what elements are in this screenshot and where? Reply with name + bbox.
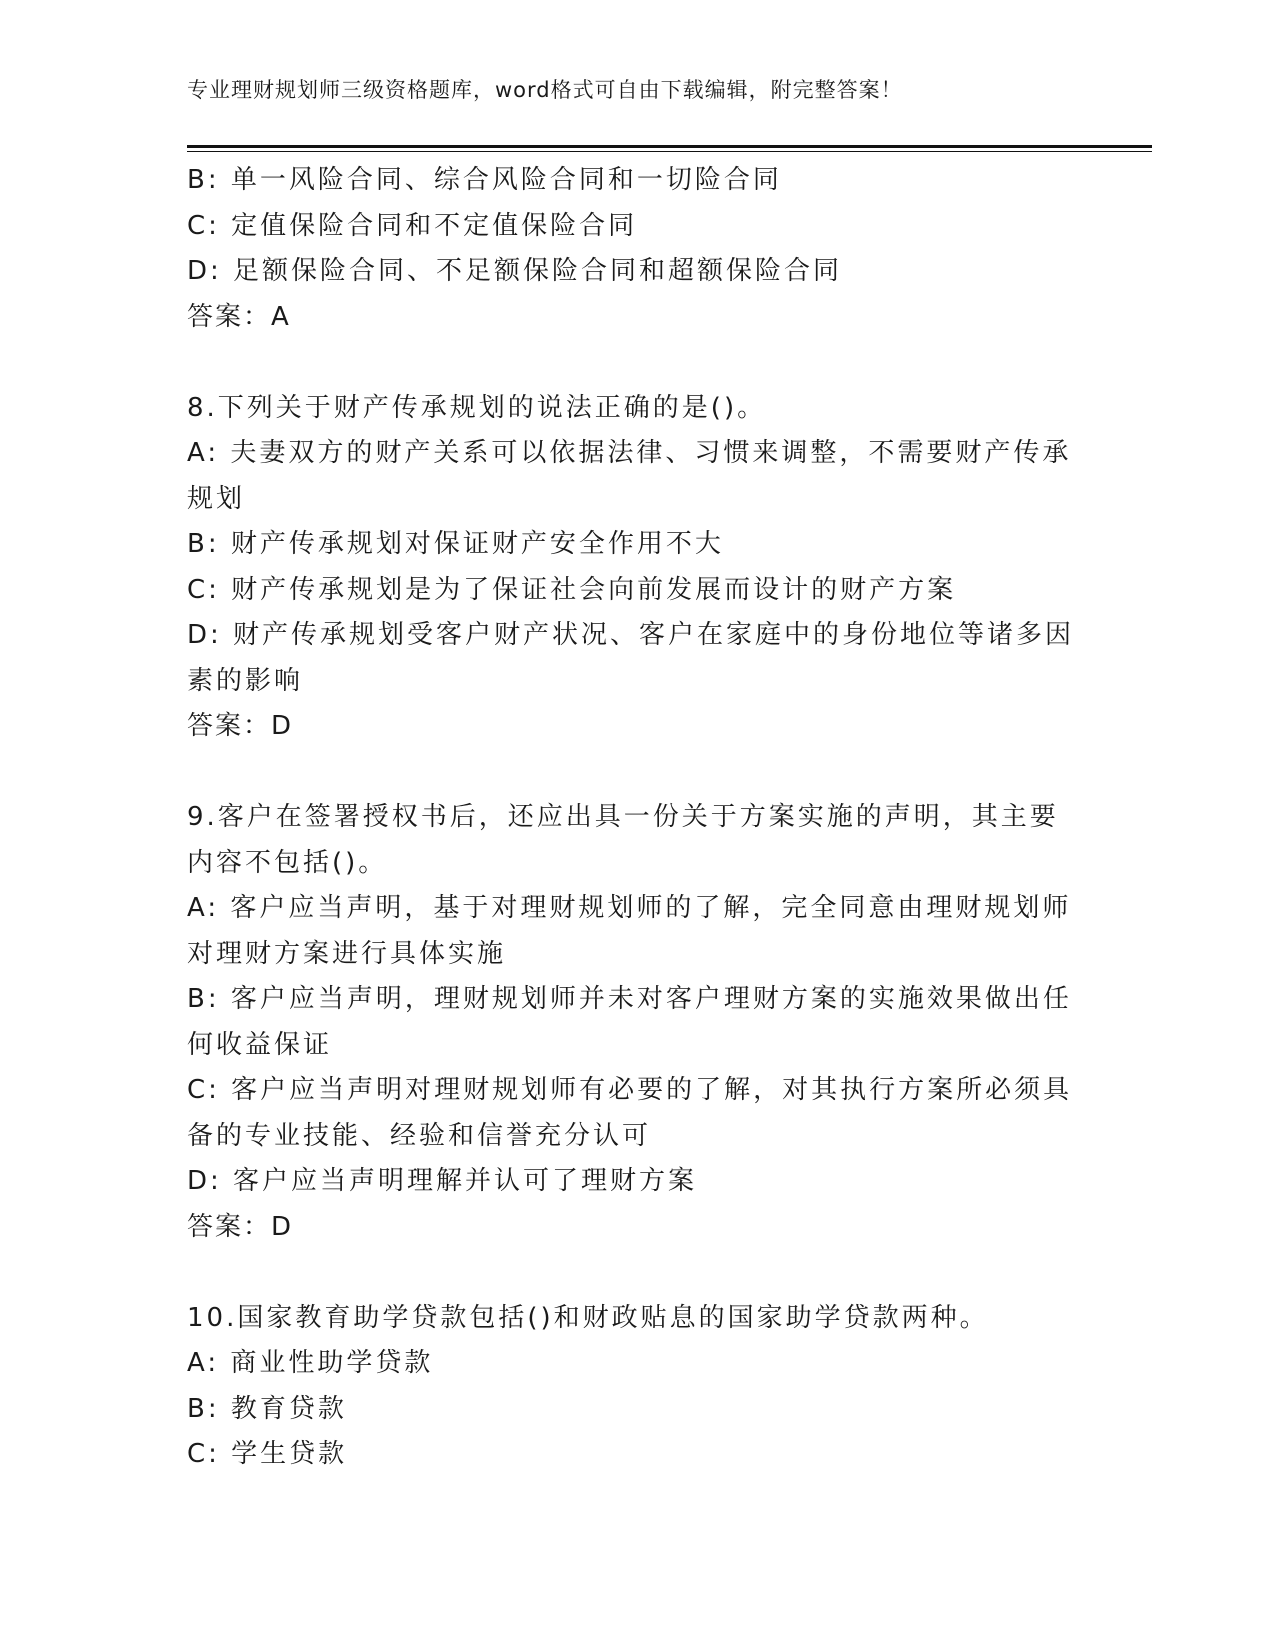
option-line: 规划 bbox=[187, 483, 246, 514]
option-line: 何收益保证 bbox=[187, 1029, 333, 1060]
option-line: C: 学生贷款 bbox=[187, 1439, 348, 1469]
header-rule-thick bbox=[187, 145, 1152, 148]
option-line: C: 客户应当声明对理财规划师有必要的了解，对其执行方案所必须具 bbox=[187, 1075, 1073, 1105]
option-line: A: 客户应当声明，基于对理财规划师的了解，完全同意由理财规划师 bbox=[187, 893, 1072, 923]
option-line: C: 定值保险合同和不定值保险合同 bbox=[187, 210, 638, 241]
option-line: A: 商业性助学贷款 bbox=[187, 1348, 434, 1378]
option-line: 素的影响 bbox=[187, 665, 304, 696]
spacer bbox=[187, 340, 1087, 386]
option-line: B: 财产传承规划对保证财产安全作用不大 bbox=[187, 529, 724, 559]
option-line: C: 财产传承规划是为了保证社会向前发展而设计的财产方案 bbox=[187, 574, 957, 605]
option-line: 对理财方案进行具体实施 bbox=[187, 938, 507, 969]
question-8-stem: 8.下列关于财产传承规划的说法正确的是()。 bbox=[187, 392, 767, 423]
stem-line: 内容不包括()。 bbox=[187, 847, 388, 878]
question-8-options bbox=[187, 431, 1087, 704]
page-header: 专业理财规划师三级资格题库，word格式可自由下载编辑，附完整答案！ bbox=[187, 78, 903, 102]
question-9-options bbox=[187, 886, 1087, 1205]
option-line: D: 足额保险合同、不足额保险合同和超额保险合同 bbox=[187, 256, 843, 286]
option-line: D: 财产传承规划受客户财产状况、客户在家庭中的身份地位等诸多因 bbox=[187, 620, 1075, 650]
option-line: B: 教育贷款 bbox=[187, 1393, 347, 1424]
question-9-answer: 答案：D bbox=[187, 1211, 294, 1242]
question-10-options bbox=[187, 1341, 1087, 1478]
option-line: A: 夫妻双方的财产关系可以依据法律、习惯来调整，不需要财产传承 bbox=[187, 438, 1072, 468]
stem-line: 9.客户在签署授权书后，还应出具一份关于方案实施的声明，其主要 bbox=[187, 802, 1059, 832]
question-8-answer: 答案：D bbox=[187, 711, 294, 741]
option-line: 备的专业技能、经验和信誉充分认可 bbox=[187, 1120, 652, 1151]
spacer bbox=[187, 750, 1087, 796]
option-line: B: 客户应当声明，理财规划师并未对客户理财方案的实施效果做出任 bbox=[187, 984, 1072, 1014]
question-7-answer: 答案：A bbox=[187, 301, 291, 332]
option-line: B: 单一风险合同、综合风险合同和一切险合同 bbox=[187, 165, 782, 195]
spacer bbox=[187, 1250, 1087, 1296]
header-rule-thin bbox=[187, 151, 1152, 152]
question-7-options bbox=[187, 158, 1087, 295]
question-content bbox=[187, 158, 1087, 1478]
question-10-stem: 10.国家教育助学贷款包括()和财政贴息的国家助学贷款两种。 bbox=[187, 1302, 989, 1333]
option-line: D: 客户应当声明理解并认可了理财方案 bbox=[187, 1166, 698, 1196]
question-9-stem bbox=[187, 795, 1087, 886]
